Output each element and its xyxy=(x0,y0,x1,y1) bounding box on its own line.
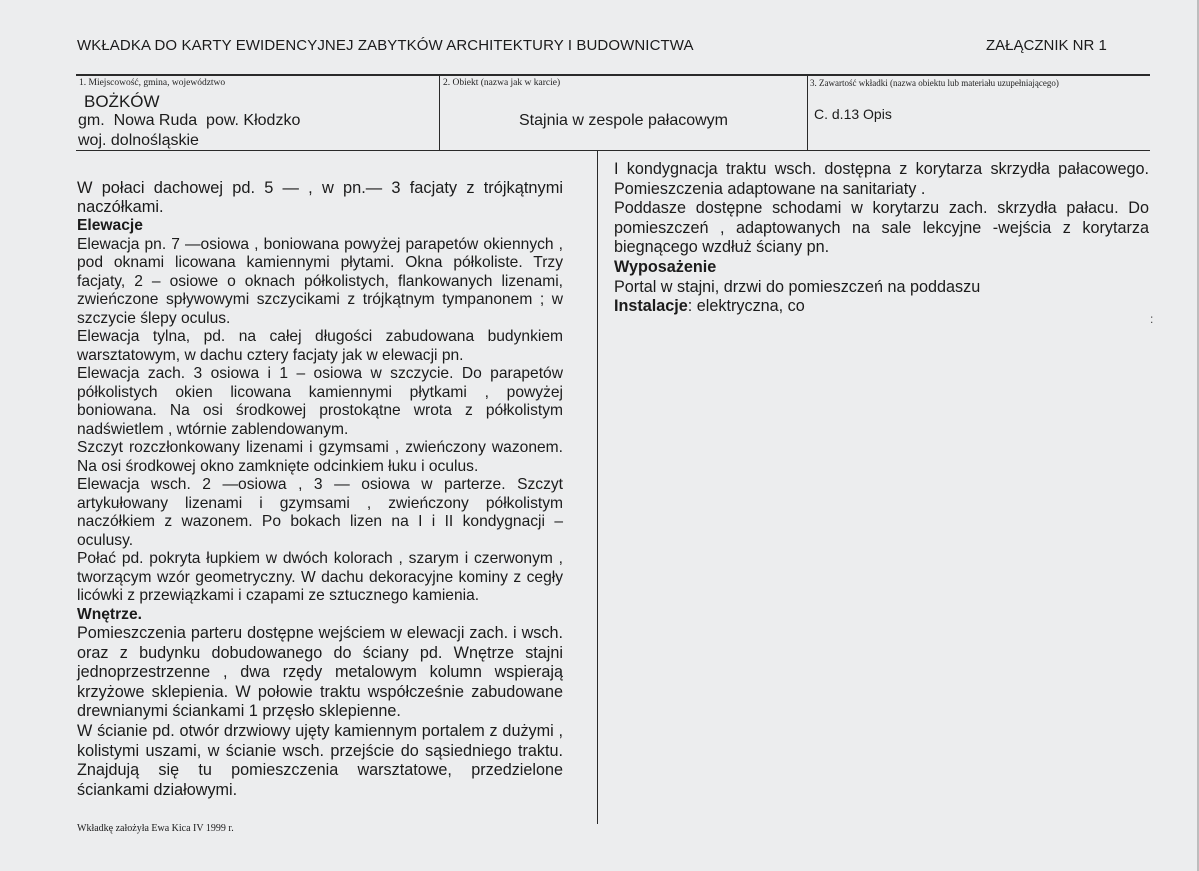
rear-facade-paragraph: Elewacja tylna, pd. na całej długości zabudowana budynkiem warsztatowym, w dachu cztery facjaty jak w elewacji pn. xyxy=(77,328,563,364)
first-storey-paragraph: I kondygnacja traktu wsch. dostępna z korytarza skrzydła pałacowego. Pomieszczenia adaptowane na sanitariaty . xyxy=(614,160,1149,198)
interior-paragraph: Pomieszczenia parteru dostępne wejściem w elewacji zach. i wsch. oraz z budynku dobudowanego do ściany pd. Wnętrze stajni jednoprzestrzenne , dwa rzędy metalowym kolumn wspierają krzyżowe sklepienia. W połowie traktu współcześnie zabudowane drewnianymi ściankami 1 przęsło sklepienne. xyxy=(77,624,563,721)
top-rule xyxy=(76,74,1150,76)
header-bottom-rule xyxy=(76,150,1150,151)
object-name: Stajnia w zespole pałacowym xyxy=(519,112,728,129)
gable-paragraph: Szczyt rozczłonkowany lizenami i gzymsami , zwieńczony wazonem. Na osi środkowej okno zamknięte odcinkiem łuku i oculus. xyxy=(77,439,563,475)
description-left-column xyxy=(77,179,563,800)
installations-paragraph xyxy=(614,297,1149,317)
voivodeship: woj. dolnośląskie xyxy=(78,132,199,149)
form-title: WKŁADKA DO KARTY EWIDENCYJNEJ ZABYTKÓW ARCHITEKTURY I BUDOWNICTWA xyxy=(77,37,694,54)
annex-number: ZAŁĄCZNIK NR 1 xyxy=(986,37,1107,54)
center-divider xyxy=(597,151,598,824)
west-facade-paragraph: Elewacja zach. 3 osiowa i 1 – osiowa w szczycie. Do parapetów półkolistych okien licowana kamiennymi płytkami , powyżej boniowana. Na osi środkowej prostokątne wrota z półkolistym nadświetlem , wtórnie zablendowanym. xyxy=(77,365,563,438)
furnishings-heading: Wyposażenie xyxy=(614,257,717,276)
east-facade-paragraph: Elewacja wsch. 2 —osiowa , 3 — osiowa w parterze. Szczyt artykułowany lizenami i gzymsami , zwieńczony półkolistym naczółkiem z wazonem. Po bokach lizen na I i II kondygnacji – oculusy. xyxy=(77,476,563,549)
divider-2 xyxy=(807,75,808,151)
box1-label: 1. Miejscowość, gmina, województwo xyxy=(79,78,226,88)
furnishings-paragraph: Portal w stajni, drzwi do pomieszczeń na poddaszu xyxy=(614,277,981,296)
locality-name: BOŻKÓW xyxy=(84,92,160,111)
commune-county: gm. Nowa Ruda pow. Kłodzko xyxy=(78,112,301,129)
box3-label: 3. Zawartość wkładki (nazwa obiektu lub materiału uzupełniającego) xyxy=(810,78,1059,88)
portal-paragraph: W ścianie pd. otwór drzwiowy ujęty kamiennym portalem z dużymi , kolistymi uszami, w ścianie wsch. przejście do sąsiedniego traktu. Znajdują się tu pomieszczenia warsztatowe, przedzielone ściankami działowymi. xyxy=(77,721,563,799)
insert-content: C. d.13 Opis xyxy=(814,106,892,122)
roof-dormers-paragraph: W połaci dachowej pd. 5 — , w pn.— 3 facjaty z trójkątnymi naczółkami. xyxy=(77,179,563,216)
box2-label: 2. Obiekt (nazwa jak w karcie) xyxy=(443,78,561,88)
attic-paragraph: Poddasze dostępne schodami w korytarzu zach. skrzydła pałacu. Do pomieszczeń , adaptowanych na sale lekcyjne -wejścia z korytarza biegnącego wzdłuż ściany pn. xyxy=(614,199,1149,257)
description-right-column xyxy=(614,160,1149,317)
interior-heading: Wnętrze. xyxy=(77,605,142,623)
installations-value: : elektryczna, co xyxy=(687,297,805,316)
author-note: Wkładkę założyła Ewa Kica IV 1999 r. xyxy=(77,823,234,834)
north-facade-paragraph: Elewacja pn. 7 —osiowa , boniowana powyżej parapetów okiennych , pod oknami licowana kamiennymi płytami. Okna półkoliste. Trzy facjaty, 2 – osiowe o oknach półkolistych, flankowanych lizenami, zwieńczone spływowymi szczycikami z trójkątnym tympanonem ; w szczycie ślepy oculus. xyxy=(77,235,563,327)
facades-heading: Elewacje xyxy=(77,217,143,234)
scan-speck: : xyxy=(1150,312,1154,326)
roof-paragraph: Połać pd. pokryta łupkiem w dwóch kolorach , szarym i czerwonym , tworzącym wzór geometryczny. W dachu dekoracyjne kominy z cegły licówki z przewiązkami i czapami ze sztucznego kamienia. xyxy=(77,550,563,604)
installations-heading: Instalacje xyxy=(614,297,688,316)
